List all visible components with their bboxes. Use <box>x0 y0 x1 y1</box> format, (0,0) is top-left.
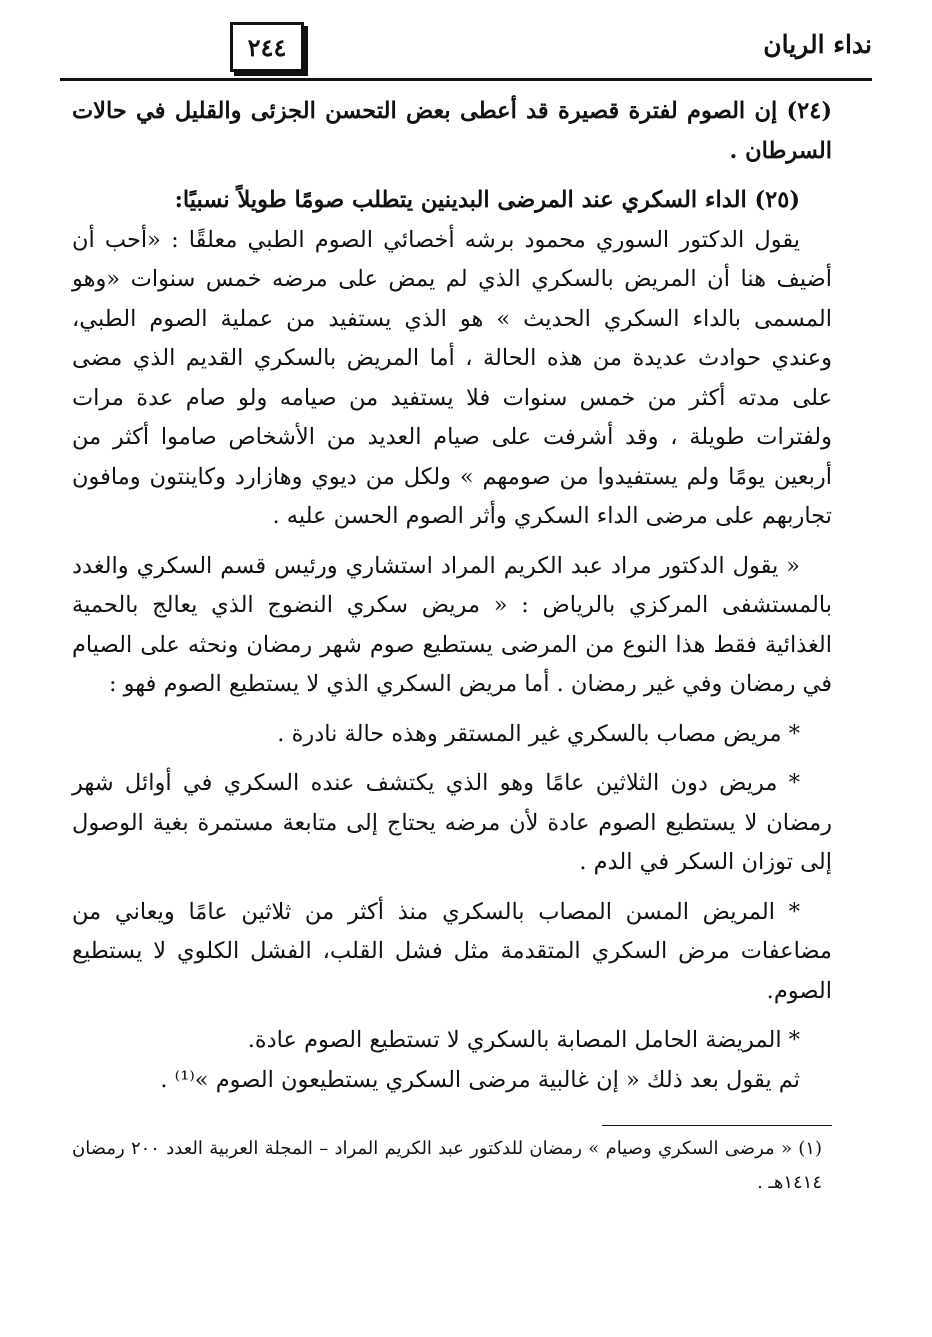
paragraph-quote-barsha: يقول الدكتور السوري محمود برشه أخصائي الصوم الطبي معلقًا : «أحب أن أضيف هنا أن المريض بالسكري الذي لم يمض على مرضه خمس سنوات «وهو المسمى بالداء السكري الحديث » هو الذي يستفيد من عملية الصوم الطبي، وعندي حوادث عديدة من هذه الحالة ، أما المريض بالسكري القديم الذي مضى على مدته أكثر من خمس سنوات فلا يستفيد من صيامه ولو صام عدة مرات ولفترات طويلة ، وقد أشرفت على صيام العديد من الأشخاص صاموا أكثر من أربعين يومًا ولم يستفيدوا من صومهم » ولكل من ديوي وهازارد وكاينتون ومافون تجاربهم على مرضى الداء السكري وأثر الصوم الحسن عليه . <box>72 226 832 529</box>
footnote-divider <box>602 1125 832 1126</box>
paragraph-heading-25: (٢٥) الداء السكري عند المرضى البدينين يتطلب صومًا طويلاً نسبيًا: <box>174 187 800 213</box>
running-title: نداء الريان <box>763 30 872 59</box>
page-number: ٢٤٤ <box>230 22 304 72</box>
paragraph-quote-almurad: « يقول الدكتور مراد عبد الكريم المراد استشاري ورئيس قسم السكري والغدد بالمستشفى المركزي بالرياض : « مريض سكري النضوج الذي يعالج بالحمية الغذائية فقط هذا النوع من المرضى يستطيع صوم شهر رمضان ونحثه على الصيام في رمضان وفي غير رمضان . أما مريض السكري الذي لا يستطيع الصوم فهو : <box>72 552 832 697</box>
bullet-pregnant-patient: * المريضة الحامل المصابة بالسكري لا تستطيع الصوم عادة. <box>247 1027 800 1053</box>
page-header <box>60 22 872 82</box>
header-divider <box>60 78 872 81</box>
bullet-elderly-patient: * المريض المسن المصاب بالسكري منذ أكثر من ثلاثين عامًا ويعاني من مضاعفات مرض السكري المتقدمة مثل فشل القلب، الفشل الكلوي لا يستطيع الصوم. <box>72 898 832 1004</box>
main-text <box>72 92 832 1100</box>
bullet-unstable-diabetes: * مريض مصاب بالسكري غير المستقر وهذه حالة نادرة . <box>277 720 800 747</box>
paragraph-item-24: (٢٤) إن الصوم لفترة قصيرة قد أعطى بعض التحسن الجزئى والقليل في حالات السرطان . <box>72 98 832 164</box>
footnotes <box>72 1132 822 1200</box>
footnote-1: (١) « مرضى السكري وصيام » رمضان للدكتور عبد الكريم المراد – المجلة العربية العدد ٢٠٠ رمضان ١٤١٤هـ . <box>72 1138 822 1193</box>
paragraph-conclusion: ثم يقول بعد ذلك « إن غالبية مرضى السكري يستطيعون الصوم »⁽¹⁾ . <box>160 1066 800 1093</box>
bullet-under-thirty: * مريض دون الثلاثين عامًا وهو الذي يكتشف عنده السكري في أوائل شهر رمضان لا يستطيع الصوم عادة لأن مرضه يحتاج إلى متابعة مستمرة بغية الوصول إلى توزان السكر في الدم . <box>72 770 832 875</box>
